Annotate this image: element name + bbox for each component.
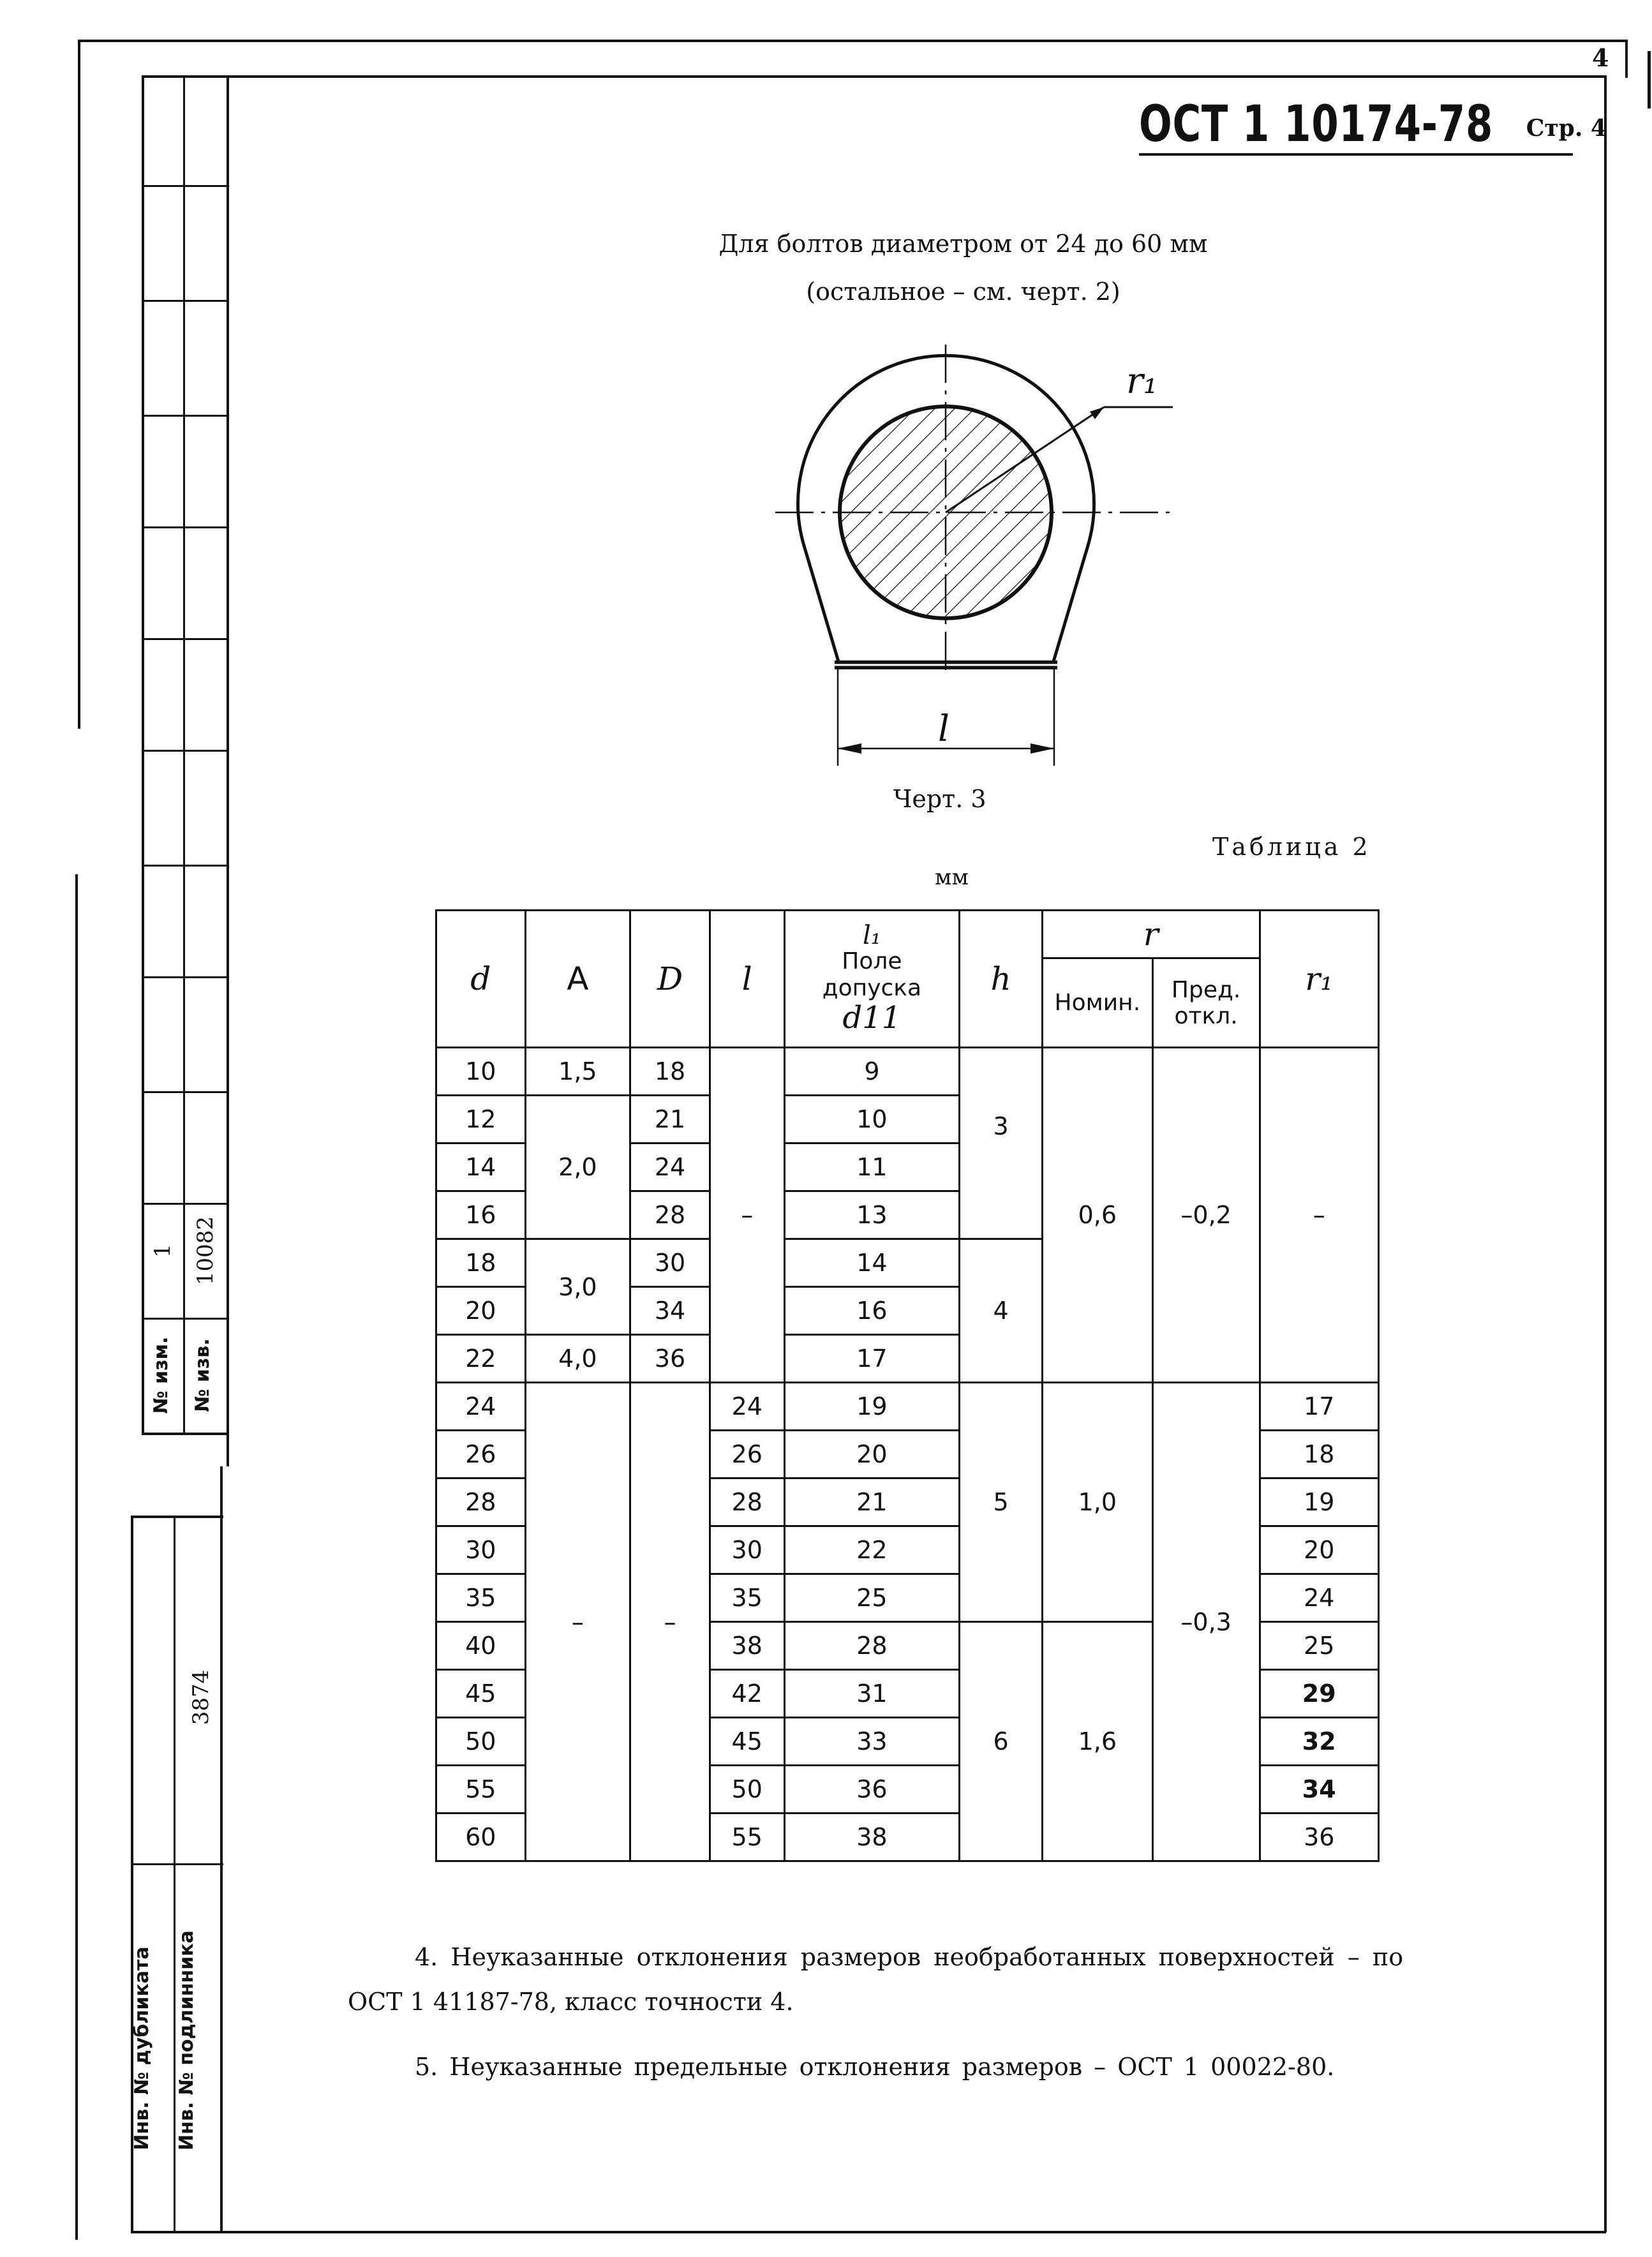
cell-l1: 38 [784, 1814, 960, 1861]
cell-d: 20 [436, 1287, 526, 1335]
inner-frame-top [142, 75, 1606, 78]
header-l1-fit: d11 [842, 999, 902, 1036]
sidebar-row-8 [142, 976, 228, 978]
sidebar-row-10 [142, 1203, 228, 1205]
inventory-block-top [131, 1516, 223, 1518]
cell-r1: 20 [1260, 1526, 1379, 1574]
cell-d: 60 [436, 1814, 526, 1861]
cell-d: 18 [436, 1239, 526, 1287]
cell-l1: 9 [784, 1048, 960, 1096]
standard-code: ОСТ 1 10174-78 [1139, 96, 1494, 153]
original-inventory-label: Инв. № подлинника [175, 1930, 198, 2150]
cell-d: 45 [436, 1670, 526, 1718]
cell-l1: 28 [784, 1622, 960, 1670]
sidebar-row-11 [142, 1318, 228, 1320]
cell-l-dash: – [710, 1048, 784, 1383]
cell-r1: 34 [1260, 1766, 1379, 1814]
cell-r1: 32 [1260, 1718, 1379, 1766]
cell-l: 55 [710, 1814, 784, 1861]
cell-d-outer: 34 [630, 1287, 710, 1335]
cell-l1: 21 [784, 1479, 960, 1526]
cell-d-outer: 30 [630, 1239, 710, 1287]
cell-d: 30 [436, 1526, 526, 1574]
cell-d-outer: 18 [630, 1048, 710, 1096]
cell-l: 42 [710, 1670, 784, 1718]
table-unit: мм [935, 865, 969, 890]
cell-l1: 11 [784, 1143, 960, 1191]
header-a: A [525, 911, 630, 1048]
corner-page-number: 4 [1592, 43, 1609, 72]
sidebar-row-9 [142, 1091, 228, 1093]
cell-l1: 13 [784, 1191, 960, 1239]
cell-l: 28 [710, 1479, 784, 1526]
cell-d: 12 [436, 1096, 526, 1143]
cell-l: 24 [710, 1383, 784, 1431]
cell-l1: 17 [784, 1335, 960, 1383]
sidebar-row-3 [142, 415, 228, 417]
document-header [1139, 96, 1607, 153]
cell-r1: 25 [1260, 1622, 1379, 1670]
cell-l: 50 [710, 1766, 784, 1814]
notice-number: 10082 [193, 1216, 218, 1286]
cell-h: 4 [960, 1239, 1043, 1383]
cell-d-outer: 28 [630, 1191, 710, 1239]
dimension-l-label: l [938, 708, 949, 750]
cell-r1: 18 [1260, 1431, 1379, 1479]
sidebar-bottom [142, 1433, 228, 1435]
sidebar-row-4 [142, 526, 228, 528]
duplicate-inventory-number: 3874 [188, 1669, 214, 1725]
cell-a-dash: – [525, 1383, 630, 1861]
cell-r1: 24 [1260, 1574, 1379, 1622]
cell-l: 26 [710, 1431, 784, 1479]
cell-d: 55 [436, 1766, 526, 1814]
cell-l: 35 [710, 1574, 784, 1622]
cell-a: 1,5 [525, 1048, 630, 1096]
cell-d-outer: 36 [630, 1335, 710, 1383]
cell-a: 4,0 [525, 1335, 630, 1383]
cell-l1: 22 [784, 1526, 960, 1574]
cell-r1-dash: – [1260, 1048, 1379, 1383]
header-l1 [784, 911, 960, 1048]
cell-l1: 10 [784, 1096, 960, 1143]
outer-frame-top [78, 40, 1625, 42]
cell-r1: 19 [1260, 1479, 1379, 1526]
caption-line-1: Для болтов диаметром от 24 до 60 мм [718, 230, 1208, 258]
header-l: l [710, 911, 784, 1048]
inner-frame-left-bottom [220, 1466, 223, 2232]
header-underline [1139, 153, 1573, 156]
cell-l1: 16 [784, 1287, 960, 1335]
cell-r-nominal: 1,6 [1042, 1622, 1152, 1861]
cell-d: 40 [436, 1622, 526, 1670]
cell-r-deviation: –0,2 [1152, 1048, 1260, 1383]
cell-d: 28 [436, 1479, 526, 1526]
cell-r-nominal: 1,0 [1042, 1383, 1152, 1622]
note-4-line-2: ОСТ 1 41187-78, класс точности 4. [348, 1988, 794, 2016]
change-number: 1 [150, 1244, 175, 1258]
sidebar-row-6 [142, 750, 228, 752]
cell-l1: 14 [784, 1239, 960, 1287]
cell-d-outer: 24 [630, 1143, 710, 1191]
header-d-outer: D [630, 911, 710, 1048]
dimensions-table [435, 909, 1380, 1862]
note-4-line-1: 4. Неуказанные отклонения размеров необработанных поверхностей – по [415, 1943, 1404, 1971]
cell-a: 3,0 [525, 1239, 630, 1335]
cell-d: 22 [436, 1335, 526, 1383]
cell-l: 30 [710, 1526, 784, 1574]
cell-l1: 36 [784, 1766, 960, 1814]
cell-r-nominal: 0,6 [1042, 1048, 1152, 1383]
header-r-nominal: Номин. [1042, 958, 1152, 1048]
header-r: r [1042, 911, 1260, 958]
outer-frame-left-lower [75, 874, 78, 2240]
radius-r1-label: r₁ [1126, 361, 1158, 402]
inner-frame-right [1604, 75, 1607, 2232]
cell-d: 14 [436, 1143, 526, 1191]
cell-r1: 29 [1260, 1670, 1379, 1718]
cell-l: 45 [710, 1718, 784, 1766]
cell-d: 50 [436, 1718, 526, 1766]
cell-l1: 25 [784, 1574, 960, 1622]
cell-h: 6 [960, 1622, 1043, 1861]
outer-frame-left-upper [78, 40, 80, 729]
caption-line-2: (остальное – см. черт. 2) [806, 278, 1120, 306]
cell-a: 2,0 [525, 1096, 630, 1239]
inner-frame-bottom [131, 2231, 1606, 2233]
sidebar-row-1 [142, 185, 228, 187]
cell-d: 26 [436, 1431, 526, 1479]
outer-frame-right-mark [1648, 51, 1651, 108]
cell-r1: 17 [1260, 1383, 1379, 1431]
inventory-block-divider [131, 1863, 223, 1865]
sidebar-row-7 [142, 865, 228, 867]
cell-d: 35 [436, 1574, 526, 1622]
header-l1-symbol: l₁ [863, 921, 881, 951]
header-d: d [436, 911, 526, 1048]
header-r1: r₁ [1260, 911, 1379, 1048]
cell-l: 38 [710, 1622, 784, 1670]
cell-l1: 20 [784, 1431, 960, 1479]
table-title: Таблица 2 [1212, 833, 1371, 861]
header-r-deviation: Пред. откл. [1152, 958, 1260, 1048]
sidebar-row-5 [142, 638, 228, 640]
page-label: Стр. 4 [1526, 115, 1607, 142]
cell-h: 5 [960, 1383, 1043, 1622]
change-number-label: № изм. [150, 1336, 172, 1414]
notice-number-label: № изв. [191, 1338, 214, 1412]
cell-l1: 19 [784, 1383, 960, 1431]
cell-d-outer: 21 [630, 1096, 710, 1143]
header-l1-text: Поле допуска [822, 948, 922, 1001]
cell-r1: 36 [1260, 1814, 1379, 1861]
outer-frame-right-top [1625, 40, 1628, 78]
cell-d: 24 [436, 1383, 526, 1431]
cell-d: 16 [436, 1191, 526, 1239]
cell-d: 10 [436, 1048, 526, 1096]
figure-caption: Черт. 3 [893, 785, 986, 813]
cell-h: 3 [960, 1048, 1043, 1239]
cell-r-deviation: –0,3 [1152, 1383, 1260, 1861]
cell-l1: 33 [784, 1718, 960, 1766]
duplicate-inventory-label: Инв. № дубликата [131, 1946, 153, 2150]
cell-l1: 31 [784, 1670, 960, 1718]
note-5: 5. Неуказанные предельные отклонения размеров – ОСТ 1 00022-80. [415, 2053, 1335, 2081]
cell-d-outer-dash: – [630, 1383, 710, 1861]
header-h: h [960, 911, 1043, 1048]
